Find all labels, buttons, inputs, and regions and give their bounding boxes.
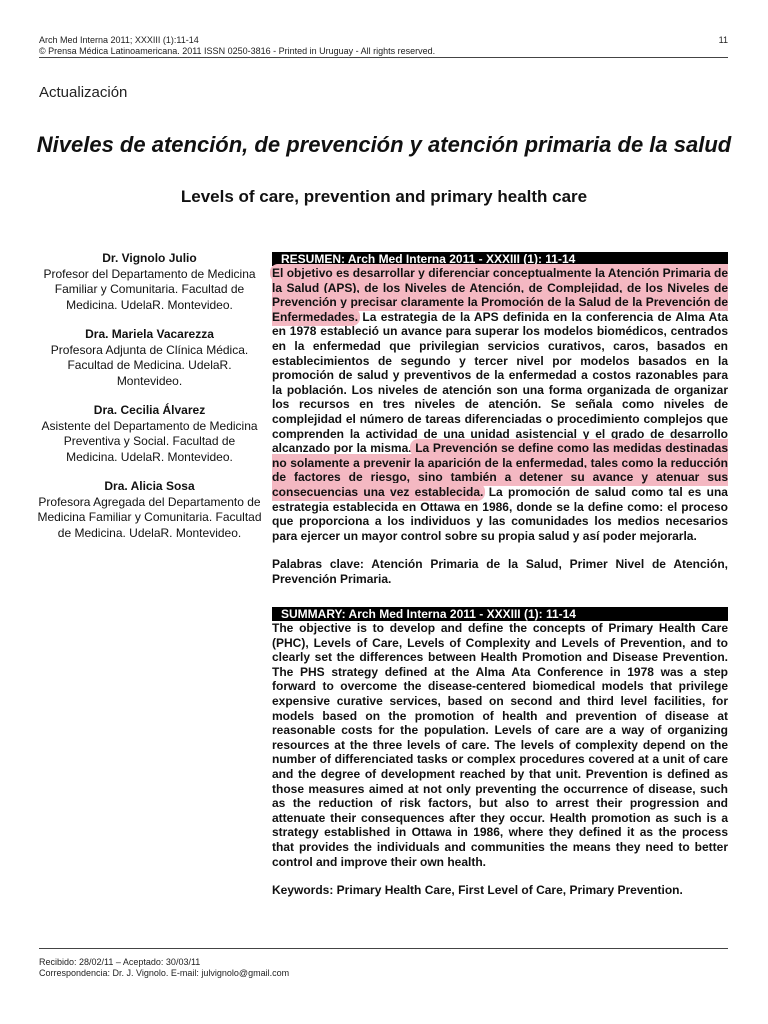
resumen-section (272, 252, 728, 586)
author-affiliation: Profesora Adjunta de Clínica Médica. Facultad de Medicina. UdelaR. Montevideo. (50, 342, 249, 388)
author-block (37, 251, 262, 313)
author-name: Dra. Cecilia Álvarez (93, 403, 206, 417)
journal-header (39, 35, 435, 57)
article-title-en: Levels of care, prevention and primary health care (180, 187, 588, 206)
summary-heading: SUMMARY: Arch Med Interna 2011 - XXXIII (1): 11-14 (272, 607, 728, 621)
resumen-keywords: Palabras clave: Atención Primaria de la Salud, Primer Nivel de Atención, Prevención Primaria. (272, 557, 728, 586)
correspondence: Correspondencia: Dr. J. Vignolo. E-mail: julvignolo@gmail.com (39, 968, 290, 978)
author-block (37, 327, 262, 389)
author-list (37, 251, 262, 555)
summary-keywords: Keywords: Primary Health Care, First Level of Care, Primary Prevention. (272, 883, 683, 898)
copyright-line: © Prensa Médica Latinoamericana. 2011 ISSN 0250-3816 - Printed in Uruguay - All rights reserved. (39, 46, 436, 56)
author-name: Dra. Alicia Sosa (104, 479, 195, 493)
highlight-prevention: La Prevención se define como las medidas destinadas no solamente a prevenir la aparición de la enfermedad, tales como la reducción de factores de riesgo, sino también a detener su avance y atenuar sus consecuencias una vez establecida. (272, 441, 728, 499)
author-name: Dr. Vignolo Julio (102, 251, 197, 265)
highlight-objective: El objetivo es desarrollar y diferenciar conceptualmente la Atención Primaria de la Salud (APS), de los Niveles de Atención, de Complejidad, de los Niveles de Prevención y precisar claramente la Promoción de la Salud de la Prevención de Enfermedades. (272, 266, 728, 324)
summary-section (272, 607, 728, 898)
footer (39, 957, 289, 979)
resumen-text-1: La estrategia de la APS definida en la conferencia de Alma Ata en 1978 estableció un avance para superar los modelos biomédicos, centrados en la enfermedad que privilegian servicios curativos, caros, basados en establecimientos de segundo y tercer nivel por modelos basados en la promoción de salud y preventivos de la enfermedad a costos razonables para la población. Los niveles de atención son una forma organizada de organizar los recursos en tres niveles de atención. Se señala como niveles de complejidad el número de tareas diferenciadas o procedimiento complejos que comprenden la actividad de una unidad asistencial y el grado de desarrollo alcanzado por la misma. (272, 309, 728, 456)
resumen-body (272, 266, 728, 543)
citation-line: Arch Med Interna 2011; XXXIII (1):11-14 (39, 35, 199, 45)
author-affiliation: Asistente del Departamento de Medicina Preventiva y Social. Facultad de Medicina. UdelaR. Montevideo. (41, 418, 258, 464)
footer-rule (39, 948, 728, 949)
resumen-heading: RESUMEN: Arch Med Interna 2011 - XXXIII (1): 11-14 (272, 252, 728, 266)
received-dates: Recibido: 28/02/11 – Aceptado: 30/03/11 (39, 957, 201, 967)
author-block (37, 479, 262, 541)
author-affiliation: Profesor del Departamento de Medicina Familiar y Comunitaria. Facultad de Medicina. UdelaR. Montevideo. (43, 266, 256, 312)
resumen-text-2: La promoción de salud como tal es una estrategia establecida en Ottawa en 1986, donde se la define como: el proceso que proporciona a los individuos y las comunidades los medios necesarios para ejercer un mayor control sobre su propia salud y así poder mejorarla. (272, 484, 728, 543)
header-rule (39, 57, 728, 58)
author-name: Dra. Mariela Vacarezza (85, 327, 214, 341)
author-block (37, 403, 262, 465)
section-label: Actualización (39, 84, 128, 101)
article-title-es: Niveles de atención, de prevención y atención primaria de la salud (36, 132, 732, 157)
summary-body: The objective is to develop and define the concepts of Primary Health Care (PHC), Levels of Care, Levels of Complexity and Levels of Prevention, and to clearly set the differences between Health Promotion and Disease Prevention. The PHS strategy defined at the Alma Ata Conference in 1978 was a step forward to overcome the disease-centered biomedical models that privilege expensive curative services, based on second and third level facilities, for models based on the promotion of health and prevention of disease at reasonable costs for the population. Levels of care are a way of organizing resources at the three levels of care. The levels of complexity depend on the number of differenciated tasks or complex procedures covered at a unit of care and the degree of development reached by that unit. Prevention is defined as those measures aimed at not only preventing the occurrence of disease, such as the reduction of risk factors, but also to arrest their progression and attenuate their consequences after they occur. Health promotion as such is a strategy established in Ottawa in 1986, where they defined it as the process that provides the individuals and communities the means they need to better control and improve their own health. (272, 621, 728, 869)
author-affiliation: Profesora Agregada del Departamento de Medicina Familiar y Comunitaria. Facultad de Medicina. UdelaR. Montevideo. (37, 494, 262, 540)
page-number: 11 (718, 35, 728, 45)
